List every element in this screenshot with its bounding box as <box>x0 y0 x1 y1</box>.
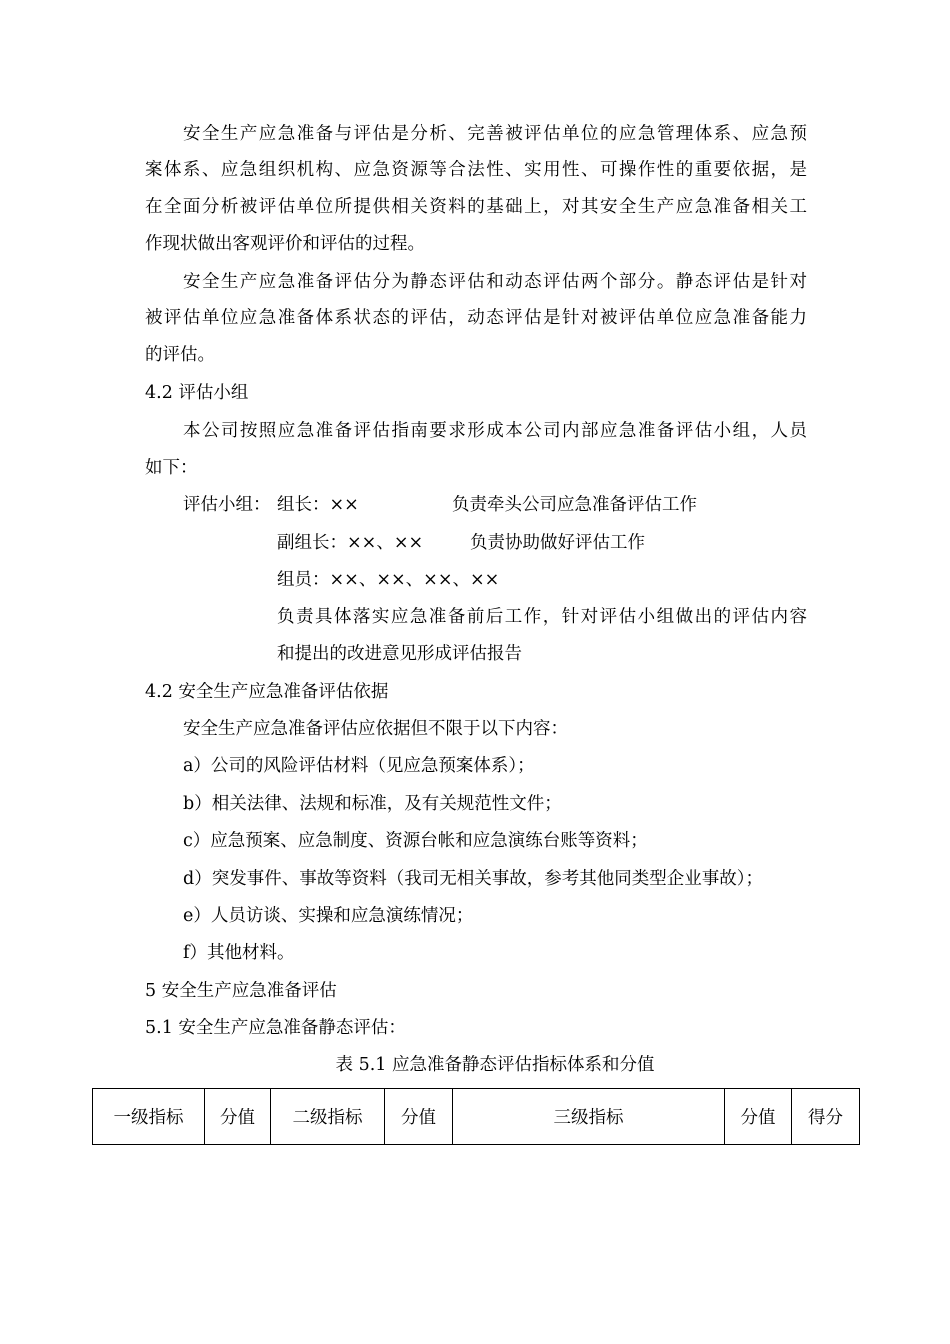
deputy-duty: 负责协助做好评估工作 <box>470 533 645 553</box>
basis-item-f: f）其他材料。 <box>183 943 295 963</box>
members-label: 组员：××、××、××、×× <box>277 570 500 590</box>
intro-p1-line-2: 案体系、应急组织机构、应急资源等合法性、实用性、可操作性的重要依据，是 <box>145 160 807 180</box>
header-level2-indicator: 二级指标 <box>271 1089 385 1145</box>
basis-item-e: e）人员访谈、实操和应急演练情况； <box>183 906 474 926</box>
header-obtained-score: 得分 <box>792 1089 860 1145</box>
leader-label: 组长：×× <box>277 495 359 515</box>
section-team-p-line-2: 如下： <box>145 458 198 478</box>
section-basis-intro: 安全生产应急准备评估应依据但不限于以下内容： <box>183 719 568 739</box>
header-score-2: 分值 <box>385 1089 453 1145</box>
section-basis-heading: 4.2 安全生产应急准备评估依据 <box>145 682 389 702</box>
basis-item-d: d）突发事件、事故等资料（我司无相关事故，参考其他同类型企业事故）； <box>183 869 763 889</box>
intro-p2-line-3: 的评估。 <box>145 345 215 365</box>
intro-p2-line-1: 安全生产应急准备评估分为静态评估和动态评估两个部分。静态评估是针对 <box>183 272 807 292</box>
header-score-3: 分值 <box>725 1089 792 1145</box>
intro-p1-line-4: 作现状做出客观评价和评估的过程。 <box>145 234 425 254</box>
section-team-p-line-1: 本公司按照应急准备评估指南要求形成本公司内部应急准备评估小组，人员 <box>183 421 807 441</box>
intro-p2-line-2: 被评估单位应急准备体系状态的评估，动态评估是针对被评估单位应急准备能力 <box>145 308 807 328</box>
table-caption: 表 5.1 应急准备静态评估指标体系和分值 <box>335 1055 655 1075</box>
deputy-label: 副组长：××、×× <box>277 533 424 553</box>
section5-1-heading: 5.1 安全生产应急准备静态评估： <box>145 1018 406 1038</box>
members-duty-line-2: 和提出的改进意见形成评估报告 <box>277 644 522 664</box>
team-label: 评估小组： <box>183 495 271 515</box>
header-score-1: 分值 <box>205 1089 271 1145</box>
intro-p1-line-3: 在全面分析被评估单位所提供相关资料的基础上，对其安全生产应急准备相关工 <box>145 197 807 217</box>
header-level1-indicator: 一级指标 <box>93 1089 205 1145</box>
basis-item-a: a）公司的风险评估材料（见应急预案体系）； <box>183 756 535 776</box>
static-evaluation-table <box>92 1088 860 1145</box>
header-level3-indicator: 三级指标 <box>453 1089 725 1145</box>
intro-p1-line-1: 安全生产应急准备与评估是分析、完善被评估单位的应急管理体系、应急预 <box>183 124 807 144</box>
members-duty-line-1: 负责具体落实应急准备前后工作，针对评估小组做出的评估内容 <box>277 607 807 627</box>
basis-item-c: c）应急预案、应急制度、资源台帐和应急演练台账等资料； <box>183 831 648 851</box>
basis-item-b: b）相关法律、法规和标准，及有关规范性文件； <box>183 794 562 814</box>
section5-heading: 5 安全生产应急准备评估 <box>145 981 337 1001</box>
leader-duty: 负责牵头公司应急准备评估工作 <box>452 495 697 515</box>
section-team-heading: 4.2 评估小组 <box>145 383 249 403</box>
table-header-row <box>93 1089 860 1145</box>
